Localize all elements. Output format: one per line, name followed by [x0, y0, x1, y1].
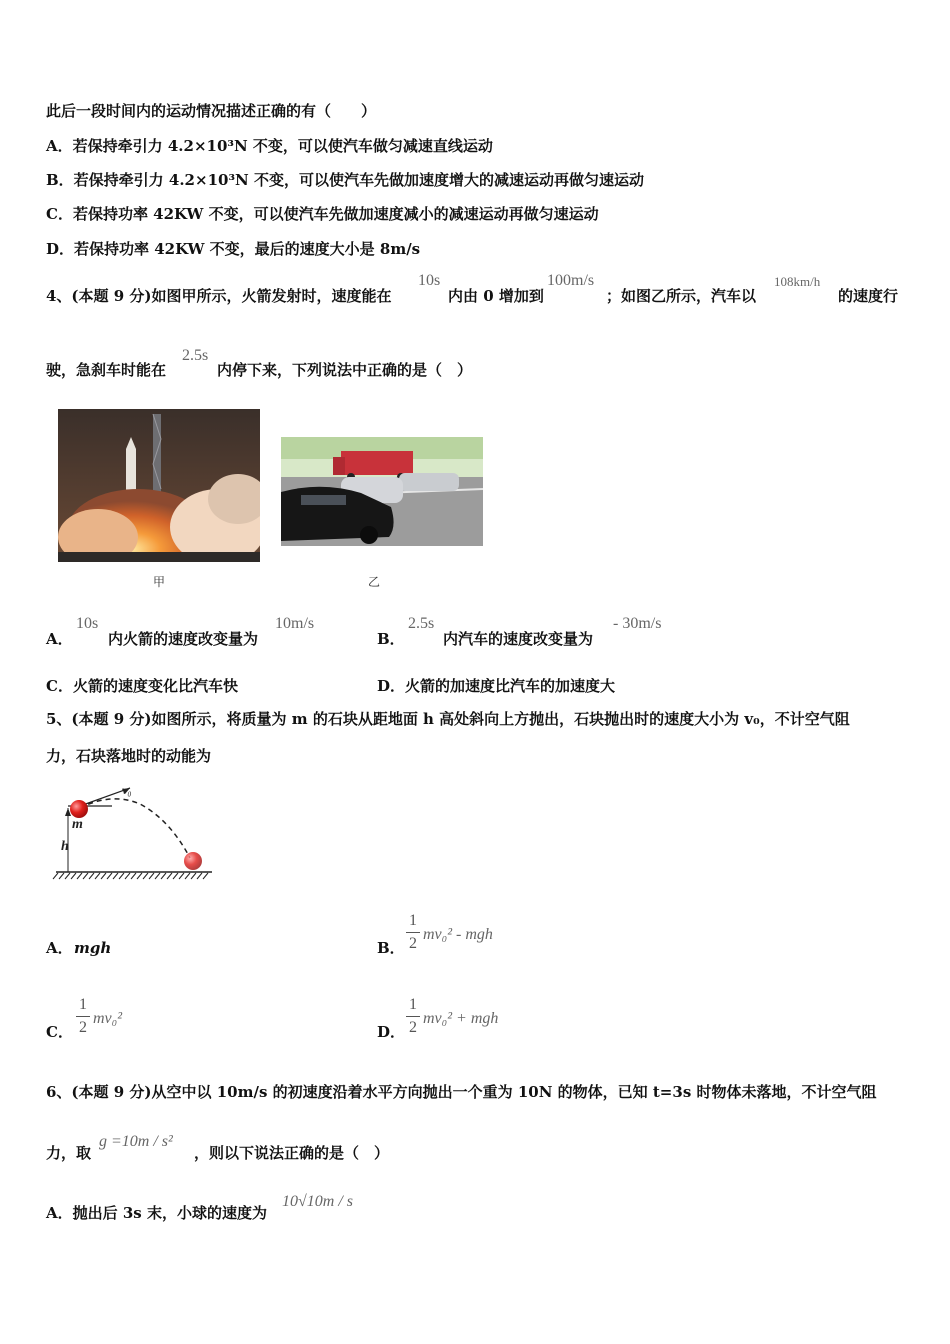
figure-caption-yi: 乙 — [368, 575, 381, 589]
q5-option-a-expr: mgh — [74, 939, 112, 957]
q5-option-c-expr: mv₀² — [93, 1010, 123, 1027]
q4-option-c: C．火箭的速度变化比汽车快 — [46, 677, 238, 695]
q5-option-b-label: B． — [377, 939, 405, 957]
q5-option-c-label: C． — [46, 1023, 73, 1041]
q4-option-a-label: A． — [46, 630, 73, 648]
q5-stem-line2: 力，石块落地时的动能为 — [46, 747, 212, 765]
label-v0: v₀ — [122, 783, 132, 797]
q6-option-a-value: 10√10m / s — [282, 1193, 354, 1210]
q5-option-b-expr: mv₀² - mgh — [423, 926, 493, 943]
q4-option-a-value: 10m/s — [275, 615, 315, 632]
q4-option-b-time: 2.5s — [408, 615, 435, 632]
q4-speed-108: 108km/h — [774, 274, 821, 289]
car-highway-photo — [281, 437, 483, 546]
q4-option-d: D．火箭的加速度比汽车的加速度大 — [377, 677, 616, 695]
q6-stem-line1: 6、(本题 9 分)从空中以 10m/s 的初速度沿着水平方向抛出一个重为 10N 的物体，已知 t=3s 时物体未落地，不计空气阻 — [46, 1083, 877, 1101]
q5-stem-line1: 5、(本题 9 分)如图所示，将质量为 m 的石块从距地面 h 高处斜向上方抛出，石块抛出时的速度大小为 v₀，不计空气阻 — [46, 710, 850, 728]
q3-option-d: D．若保持功率 42KW 不变，最后的速度大小是 8m/s — [46, 240, 421, 258]
q4-option-b-text: 内汽车的速度改变量为 — [443, 630, 594, 648]
q4-option-a-time: 10s — [76, 615, 99, 632]
q4-stem-part3: ；如图乙所示，汽车以 — [606, 287, 757, 305]
q4-option-b-label: B． — [377, 630, 405, 648]
q4-time-2-5s: 2.5s — [182, 347, 209, 364]
projectile-diagram — [52, 780, 217, 882]
q5-option-d-expr: mv₀² + mgh — [423, 1010, 499, 1027]
q3-stem-tail: 此后一段时间内的运动情况描述正确的有（ ） — [46, 102, 377, 120]
q3-option-b: B．若保持牵引力 4.2×10³N 不变，可以使汽车先做加速度增大的减速运动再做匀速运动 — [46, 171, 644, 189]
q4-stem-part5: 驶，急刹车时能在 — [46, 361, 167, 379]
q5-option-c-fraction: 1 2 — [76, 996, 90, 1037]
q5-option-d-label: D． — [377, 1023, 406, 1041]
q4-time-10s: 10s — [418, 272, 441, 289]
q6-gravity: g =10m / s² — [99, 1133, 173, 1150]
q6-option-a-text: A．抛出后 3s 末，小球的速度为 — [46, 1204, 267, 1222]
q4-stem-part2: 内由 0 增加到 — [448, 287, 544, 305]
q4-speed-100: 100m/s — [547, 272, 595, 289]
q5-option-b-fraction: 1 2 — [406, 912, 420, 953]
q4-option-a-text: 内火箭的速度改变量为 — [108, 630, 259, 648]
q5-option-a-label: A． — [46, 939, 73, 957]
q3-option-c: C．若保持功率 42KW 不变，可以使汽车先做加速度减小的减速运动再做匀速运动 — [46, 205, 599, 223]
q4-option-b-value: - 30m/s — [613, 615, 662, 632]
q6-stem-line2a: 力，取 — [46, 1144, 92, 1162]
q4-stem-part6: 内停下来，下列说法中正确的是（ ） — [217, 361, 473, 379]
q4-stem-part1: 4、(本题 9 分)如图甲所示，火箭发射时，速度能在 — [46, 287, 392, 305]
q3-option-a: A．若保持牵引力 4.2×10³N 不变，可以使汽车做匀减速直线运动 — [46, 137, 493, 155]
label-m: m — [72, 817, 83, 832]
q4-stem-part4: 的速度行 — [838, 287, 899, 305]
label-h: h — [61, 839, 69, 854]
q5-option-d-fraction: 1 2 — [406, 996, 420, 1037]
figure-caption-jia: 甲 — [153, 575, 166, 589]
rocket-launch-photo — [58, 409, 260, 562]
q6-stem-line2b: ，则以下说法正确的是（ ） — [194, 1144, 390, 1162]
